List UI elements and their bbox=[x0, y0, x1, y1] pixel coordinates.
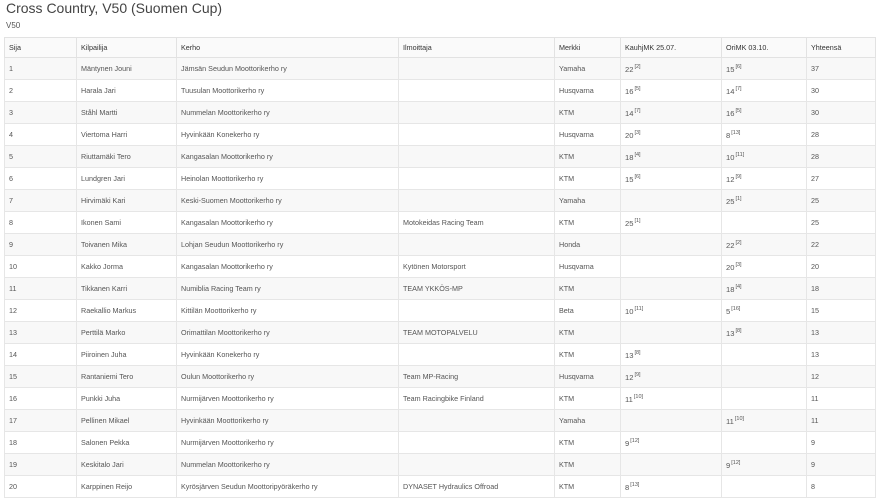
cell-orimk bbox=[722, 366, 807, 388]
cell-kilpailija: Tikkanen Karri bbox=[77, 278, 177, 300]
cell-orimk bbox=[722, 234, 807, 256]
cell-kilpailija: Raekallio Markus bbox=[77, 300, 177, 322]
table-row bbox=[5, 322, 876, 344]
cell-yhteensa: 11 bbox=[807, 388, 876, 410]
table-row bbox=[5, 168, 876, 190]
cell-ilmoittaja: Team MP-Racing bbox=[399, 366, 555, 388]
cell-kilpailija: Hirvimäki Kari bbox=[77, 190, 177, 212]
cell-kerho: Kyrösjärven Seudun Moottoripyöräkerho ry bbox=[177, 476, 399, 498]
cell-kauhjmk bbox=[621, 124, 722, 146]
cell-sija: 1 bbox=[5, 58, 77, 80]
cell-yhteensa: 9 bbox=[807, 432, 876, 454]
race-points: 20 bbox=[726, 262, 735, 272]
cell-orimk bbox=[722, 124, 807, 146]
race-position: [5] bbox=[735, 107, 742, 114]
cell-merkki: KTM bbox=[555, 278, 621, 300]
cell-yhteensa: 37 bbox=[807, 58, 876, 80]
cell-orimk bbox=[722, 102, 807, 124]
page-title: Cross Country, V50 (Suomen Cup) bbox=[6, 0, 223, 16]
cell-ilmoittaja: Team Racingbike Finland bbox=[399, 388, 555, 410]
race-position: [9] bbox=[735, 173, 742, 180]
cell-kerho: Tuusulan Moottorikerho ry bbox=[177, 80, 399, 102]
cell-merkki: KTM bbox=[555, 388, 621, 410]
cell-kerho: Nurmijärven Moottorikerho ry bbox=[177, 388, 399, 410]
race-position: [7] bbox=[735, 85, 742, 92]
race-position: [10] bbox=[633, 393, 644, 400]
cell-ilmoittaja: DYNASET Hydraulics Offroad bbox=[399, 476, 555, 498]
cell-kauhjmk bbox=[621, 146, 722, 168]
race-points: 14 bbox=[726, 86, 735, 96]
race-position: [10] bbox=[734, 415, 745, 422]
cell-yhteensa: 28 bbox=[807, 124, 876, 146]
cell-orimk bbox=[722, 278, 807, 300]
cell-yhteensa: 20 bbox=[807, 256, 876, 278]
cell-kauhjmk bbox=[621, 278, 722, 300]
cell-kauhjmk bbox=[621, 344, 722, 366]
cell-kerho: Numiblia Racing Team ry bbox=[177, 278, 399, 300]
cell-kauhjmk bbox=[621, 432, 722, 454]
cell-kilpailija: Viertoma Harri bbox=[77, 124, 177, 146]
cell-kerho: Kangasalan Moottorikerho ry bbox=[177, 256, 399, 278]
cell-orimk bbox=[722, 300, 807, 322]
cell-kerho: Hyvinkään Konekerho ry bbox=[177, 124, 399, 146]
cell-ilmoittaja bbox=[399, 454, 555, 476]
cell-kauhjmk bbox=[621, 234, 722, 256]
cell-kilpailija: Pellinen Mikael bbox=[77, 410, 177, 432]
cell-kilpailija: Ståhl Martti bbox=[77, 102, 177, 124]
race-points: 25 bbox=[726, 196, 735, 206]
cell-kauhjmk bbox=[621, 80, 722, 102]
cell-ilmoittaja: TEAM YKKÖS-MP bbox=[399, 278, 555, 300]
header-orimk[interactable]: OriMK 03.10. bbox=[722, 38, 807, 58]
cell-yhteensa: 25 bbox=[807, 212, 876, 234]
race-position: [1] bbox=[735, 195, 742, 202]
cell-orimk bbox=[722, 410, 807, 432]
header-merkki[interactable]: Merkki bbox=[555, 38, 621, 58]
race-position: [3] bbox=[735, 261, 742, 268]
race-points: 11 bbox=[726, 416, 734, 426]
race-position: [13] bbox=[630, 481, 640, 488]
cell-kauhjmk bbox=[621, 322, 722, 344]
cell-yhteensa: 27 bbox=[807, 168, 876, 190]
cell-kerho: Nummelan Moottorikerho ry bbox=[177, 102, 399, 124]
race-position: [13] bbox=[731, 129, 741, 136]
race-position: [5] bbox=[634, 85, 641, 92]
race-points: 12 bbox=[726, 174, 735, 184]
cell-sija: 9 bbox=[5, 234, 77, 256]
cell-sija: 2 bbox=[5, 80, 77, 102]
table-row bbox=[5, 388, 876, 410]
cell-kerho: Nurmijärven Moottorikerho ry bbox=[177, 432, 399, 454]
table-row bbox=[5, 124, 876, 146]
race-points: 9 bbox=[726, 460, 731, 470]
cell-kerho: Hyvinkään Moottorikerho ry bbox=[177, 410, 399, 432]
cell-kilpailija: Keskitalo Jari bbox=[77, 454, 177, 476]
cell-merkki: KTM bbox=[555, 344, 621, 366]
cell-kilpailija: Rantaniemi Tero bbox=[77, 366, 177, 388]
cell-kauhjmk bbox=[621, 410, 722, 432]
cell-sija: 20 bbox=[5, 476, 77, 498]
cell-orimk bbox=[722, 146, 807, 168]
table-row bbox=[5, 58, 876, 80]
cell-kilpailija: Ikonen Sami bbox=[77, 212, 177, 234]
race-position: [2] bbox=[634, 63, 641, 70]
race-position: [6] bbox=[735, 63, 742, 70]
cell-merkki: KTM bbox=[555, 454, 621, 476]
race-points: 16 bbox=[625, 86, 634, 96]
cell-kauhjmk bbox=[621, 58, 722, 80]
cell-kauhjmk bbox=[621, 102, 722, 124]
cell-yhteensa: 30 bbox=[807, 80, 876, 102]
table-row bbox=[5, 80, 876, 102]
cell-ilmoittaja bbox=[399, 432, 555, 454]
cell-merkki: Yamaha bbox=[555, 58, 621, 80]
table-row bbox=[5, 344, 876, 366]
cell-yhteensa: 30 bbox=[807, 102, 876, 124]
cell-merkki: KTM bbox=[555, 432, 621, 454]
race-points: 22 bbox=[625, 64, 634, 74]
cell-kauhjmk bbox=[621, 300, 722, 322]
cell-kauhjmk bbox=[621, 256, 722, 278]
cell-sija: 12 bbox=[5, 300, 77, 322]
cell-sija: 16 bbox=[5, 388, 77, 410]
class-subtitle: V50 bbox=[6, 21, 21, 30]
table-row bbox=[5, 454, 876, 476]
cell-ilmoittaja: TEAM MOTOPALVELU bbox=[399, 322, 555, 344]
cell-merkki: Yamaha bbox=[555, 410, 621, 432]
cell-orimk bbox=[722, 58, 807, 80]
cell-ilmoittaja: Motokeidas Racing Team bbox=[399, 212, 555, 234]
cell-yhteensa: 12 bbox=[807, 366, 876, 388]
cell-merkki: KTM bbox=[555, 322, 621, 344]
race-points: 15 bbox=[726, 64, 735, 74]
race-position: [2] bbox=[735, 239, 742, 246]
cell-kerho: Nummelan Moottorikerho ry bbox=[177, 454, 399, 476]
race-position: [16] bbox=[731, 305, 741, 312]
race-points: 10 bbox=[726, 152, 735, 162]
cell-orimk bbox=[722, 388, 807, 410]
cell-ilmoittaja bbox=[399, 300, 555, 322]
race-points: 14 bbox=[625, 108, 634, 118]
cell-sija: 14 bbox=[5, 344, 77, 366]
cell-merkki: Husqvarna bbox=[555, 256, 621, 278]
cell-ilmoittaja bbox=[399, 234, 555, 256]
header-yhteensa[interactable]: Yhteensä bbox=[807, 38, 876, 58]
cell-sija: 18 bbox=[5, 432, 77, 454]
cell-orimk bbox=[722, 322, 807, 344]
race-points: 18 bbox=[625, 152, 634, 162]
cell-kauhjmk bbox=[621, 190, 722, 212]
race-points: 11 bbox=[625, 394, 633, 404]
cell-kilpailija: Piiroinen Juha bbox=[77, 344, 177, 366]
cell-kerho: Keski-Suomen Moottorikerho ry bbox=[177, 190, 399, 212]
table-row bbox=[5, 366, 876, 388]
cell-yhteensa: 11 bbox=[807, 410, 876, 432]
cell-kerho: Kangasalan Moottorikerho ry bbox=[177, 212, 399, 234]
cell-orimk bbox=[722, 476, 807, 498]
cell-ilmoittaja bbox=[399, 102, 555, 124]
race-position: [3] bbox=[634, 129, 641, 136]
cell-orimk bbox=[722, 80, 807, 102]
cell-kerho: Hyvinkään Konekerho ry bbox=[177, 344, 399, 366]
table-row bbox=[5, 234, 876, 256]
race-position: [7] bbox=[634, 107, 641, 114]
cell-kilpailija: Salonen Pekka bbox=[77, 432, 177, 454]
race-points: 18 bbox=[726, 284, 735, 294]
cell-merkki: KTM bbox=[555, 476, 621, 498]
table-row bbox=[5, 256, 876, 278]
cell-sija: 6 bbox=[5, 168, 77, 190]
race-points: 25 bbox=[625, 218, 634, 228]
cell-kilpailija: Lundgren Jari bbox=[77, 168, 177, 190]
cell-yhteensa: 13 bbox=[807, 344, 876, 366]
race-points: 9 bbox=[625, 438, 630, 448]
cell-merkki: Husqvarna bbox=[555, 80, 621, 102]
cell-kilpailija: Toivanen Mika bbox=[77, 234, 177, 256]
table-row bbox=[5, 102, 876, 124]
cell-ilmoittaja bbox=[399, 344, 555, 366]
race-points: 20 bbox=[625, 130, 634, 140]
header-kerho[interactable]: Kerho bbox=[177, 38, 399, 58]
cell-merkki: KTM bbox=[555, 168, 621, 190]
cell-sija: 10 bbox=[5, 256, 77, 278]
race-position: [12] bbox=[630, 437, 640, 444]
header-ilmoittaja[interactable]: Ilmoittaja bbox=[399, 38, 555, 58]
cell-sija: 13 bbox=[5, 322, 77, 344]
cell-kilpailija: Mäntynen Jouni bbox=[77, 58, 177, 80]
cell-yhteensa: 15 bbox=[807, 300, 876, 322]
cell-yhteensa: 25 bbox=[807, 190, 876, 212]
cell-orimk bbox=[722, 344, 807, 366]
cell-sija: 3 bbox=[5, 102, 77, 124]
cell-sija: 11 bbox=[5, 278, 77, 300]
cell-orimk bbox=[722, 168, 807, 190]
header-sija[interactable]: Sija bbox=[5, 38, 77, 58]
cell-sija: 8 bbox=[5, 212, 77, 234]
cell-orimk bbox=[722, 256, 807, 278]
race-points: 8 bbox=[726, 130, 731, 140]
cell-kerho: Jämsän Seudun Moottorikerho ry bbox=[177, 58, 399, 80]
table-row bbox=[5, 278, 876, 300]
cell-orimk bbox=[722, 190, 807, 212]
cell-orimk bbox=[722, 454, 807, 476]
results-body bbox=[5, 58, 876, 498]
cell-sija: 17 bbox=[5, 410, 77, 432]
cell-kerho: Heinolan Moottorikerho ry bbox=[177, 168, 399, 190]
race-position: [9] bbox=[634, 371, 641, 378]
cell-kauhjmk bbox=[621, 168, 722, 190]
cell-kauhjmk bbox=[621, 454, 722, 476]
cell-ilmoittaja: Kytönen Motorsport bbox=[399, 256, 555, 278]
header-kauhjmk[interactable]: KauhjMK 25.07. bbox=[621, 38, 722, 58]
cell-merkki: Husqvarna bbox=[555, 124, 621, 146]
cell-merkki: Beta bbox=[555, 300, 621, 322]
cell-yhteensa: 18 bbox=[807, 278, 876, 300]
cell-sija: 15 bbox=[5, 366, 77, 388]
cell-kilpailija: Riuttamäki Tero bbox=[77, 146, 177, 168]
table-row bbox=[5, 190, 876, 212]
cell-merkki: Honda bbox=[555, 234, 621, 256]
cell-merkki: KTM bbox=[555, 146, 621, 168]
cell-kerho: Lohjan Seudun Moottorikerho ry bbox=[177, 234, 399, 256]
cell-kauhjmk bbox=[621, 388, 722, 410]
cell-sija: 19 bbox=[5, 454, 77, 476]
race-points: 5 bbox=[726, 306, 731, 316]
cell-ilmoittaja bbox=[399, 124, 555, 146]
table-row bbox=[5, 476, 876, 498]
table-header-row bbox=[5, 38, 876, 58]
race-points: 12 bbox=[625, 372, 634, 382]
cell-ilmoittaja bbox=[399, 146, 555, 168]
cell-ilmoittaja bbox=[399, 80, 555, 102]
cell-yhteensa: 8 bbox=[807, 476, 876, 498]
cell-ilmoittaja bbox=[399, 410, 555, 432]
cell-ilmoittaja bbox=[399, 168, 555, 190]
cell-kerho: Kangasalan Moottorikerho ry bbox=[177, 146, 399, 168]
race-points: 8 bbox=[625, 482, 630, 492]
race-position: [4] bbox=[735, 283, 742, 290]
cell-kilpailija: Kakko Jorma bbox=[77, 256, 177, 278]
cell-merkki: Husqvarna bbox=[555, 366, 621, 388]
race-points: 15 bbox=[625, 174, 634, 184]
cell-kilpailija: Karppinen Reijo bbox=[77, 476, 177, 498]
table-row bbox=[5, 300, 876, 322]
cell-yhteensa: 9 bbox=[807, 454, 876, 476]
cell-sija: 7 bbox=[5, 190, 77, 212]
cell-ilmoittaja bbox=[399, 58, 555, 80]
table-row bbox=[5, 410, 876, 432]
race-points: 22 bbox=[726, 240, 735, 250]
table-row bbox=[5, 212, 876, 234]
cell-merkki: KTM bbox=[555, 212, 621, 234]
race-points: 10 bbox=[625, 306, 634, 316]
cell-kauhjmk bbox=[621, 212, 722, 234]
cell-yhteensa: 13 bbox=[807, 322, 876, 344]
race-position: [8] bbox=[735, 327, 742, 334]
race-points: 13 bbox=[625, 350, 634, 360]
cell-kerho: Kittilän Moottorikerho ry bbox=[177, 300, 399, 322]
cell-orimk bbox=[722, 212, 807, 234]
cell-sija: 5 bbox=[5, 146, 77, 168]
race-position: [6] bbox=[634, 173, 641, 180]
cell-kauhjmk bbox=[621, 476, 722, 498]
cell-merkki: Yamaha bbox=[555, 190, 621, 212]
cell-kerho: Orimattilan Moottorikerho ry bbox=[177, 322, 399, 344]
race-points: 16 bbox=[726, 108, 735, 118]
race-position: [12] bbox=[731, 459, 741, 466]
cell-yhteensa: 28 bbox=[807, 146, 876, 168]
race-position: [11] bbox=[735, 151, 745, 158]
cell-kilpailija: Harala Jari bbox=[77, 80, 177, 102]
cell-ilmoittaja bbox=[399, 190, 555, 212]
race-position: [4] bbox=[634, 151, 641, 158]
cell-orimk bbox=[722, 432, 807, 454]
cell-merkki: KTM bbox=[555, 102, 621, 124]
race-position: [1] bbox=[634, 217, 641, 224]
race-position: [8] bbox=[634, 349, 641, 356]
cell-kilpailija: Perttilä Marko bbox=[77, 322, 177, 344]
cell-kauhjmk bbox=[621, 366, 722, 388]
results-table bbox=[4, 37, 876, 498]
table-row bbox=[5, 432, 876, 454]
cell-yhteensa: 22 bbox=[807, 234, 876, 256]
cell-sija: 4 bbox=[5, 124, 77, 146]
cell-kilpailija: Punkki Juha bbox=[77, 388, 177, 410]
header-kilpailija[interactable]: Kilpailija bbox=[77, 38, 177, 58]
race-position: [11] bbox=[634, 305, 644, 312]
race-points: 13 bbox=[726, 328, 735, 338]
table-row bbox=[5, 146, 876, 168]
cell-kerho: Oulun Moottorikerho ry bbox=[177, 366, 399, 388]
